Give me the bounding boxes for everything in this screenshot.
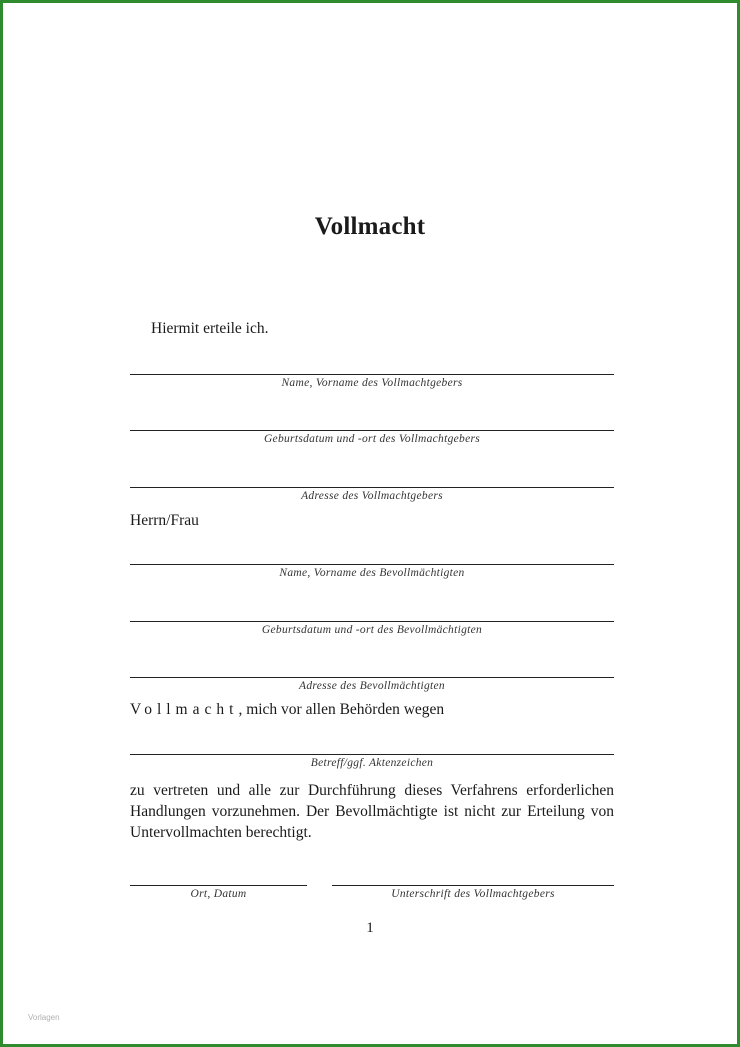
- vollmacht-statement-rest: , mich vor allen Behörden wegen: [238, 701, 445, 718]
- watermark-text: Vorlagen: [28, 1013, 60, 1022]
- grantor-signature-label: Unterschrift des Vollmachtgebers: [332, 885, 614, 900]
- vollmacht-statement: [130, 701, 444, 719]
- grantor-birth-field-label: Geburtsdatum und -ort des Vollmachtgebers: [130, 430, 614, 445]
- grantor-name-field-label: Name, Vorname des Vollmachtgebers: [130, 374, 614, 389]
- agent-address-field-label: Adresse des Bevollmächtigten: [130, 677, 614, 692]
- body-paragraph: zu vertreten und alle zur Durchführung dieses Verfahrens erforderlichen Handlungen vorzunehmen. Der Bevollmächtigte ist nicht zur Erteilung von Untervollmachten berechtigt.: [130, 782, 614, 841]
- agent-birth-field-label: Geburtsdatum und -ort des Bevollmächtigten: [130, 621, 614, 636]
- grantor-address-field-label: Adresse des Vollmachtgebers: [130, 487, 614, 502]
- agent-name-field-label: Name, Vorname des Bevollmächtigten: [130, 564, 614, 579]
- intro-text: Hiermit erteile ich.: [151, 320, 269, 337]
- subject-field-label: Betreff/ggf. Aktenzeichen: [130, 754, 614, 769]
- page-number: 1: [366, 920, 374, 936]
- document-title: Vollmacht: [314, 213, 426, 240]
- vollmacht-word: Vollmacht: [130, 701, 239, 718]
- place-date-signature-label: Ort, Datum: [130, 885, 307, 900]
- recipient-label: Herrn/Frau: [130, 512, 199, 529]
